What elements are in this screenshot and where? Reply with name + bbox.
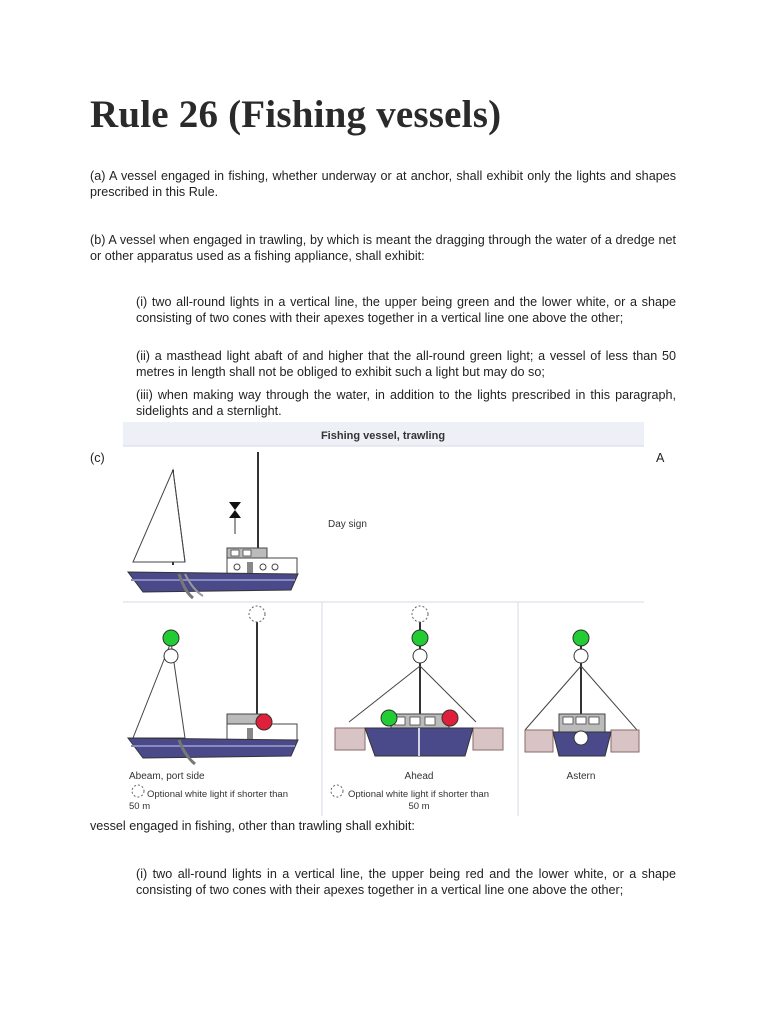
white-all-round-light-icon: [413, 649, 427, 663]
optional-note-ahead-2: 50 m: [408, 801, 430, 812]
abeam-vessel: [128, 606, 298, 764]
astern-vessel: [525, 630, 639, 756]
paragraph-c-item-1: (i) two all-round lights in a vertical line, the upper being red and the lower white, or a shape consisting of two cones with their apexes together in a vertical line one above the other;: [136, 867, 676, 897]
day-sign-label: Day sign: [328, 519, 367, 530]
starboard-sidelight-icon: [381, 710, 397, 726]
optional-note-ahead-1: Optional white light if shorter than: [348, 789, 489, 800]
optional-note-abeam-2: 50 m: [129, 801, 151, 812]
figure-header: Fishing vessel, trawling: [320, 430, 446, 442]
trawling-diagram: [123, 422, 644, 816]
optional-note-abeam-1: Optional white light if shorter than: [147, 789, 288, 800]
optional-masthead-light-icon: [249, 606, 265, 622]
optional-light-legend-icon: [331, 785, 343, 797]
paragraph-b-item-1: (i) two all-round lights in a vertical line, the upper being green and the lower white, or a shape consisting of two cones with their apexes together in a vertical line one above the other;: [136, 295, 676, 325]
green-all-round-light-icon: [573, 630, 589, 646]
paragraph-b: (b) A vessel when engaged in trawling, by which is meant the dragging through the water of a dredge net or other apparatus used as a fishing appliance, shall exhibit:: [90, 233, 676, 263]
trawling-lights-figure: [123, 422, 644, 816]
port-sidelight-icon: [442, 710, 458, 726]
paragraph-b-item-3: (iii) when making way through the water, in addition to the lights prescribed in this paragraph, sidelights and a sternlight.: [136, 388, 676, 418]
page-title: Rule 26 (Fishing vessels): [90, 93, 502, 136]
paragraph-a: (a) A vessel engaged in fishing, whether underway or at anchor, shall exhibit only the lights and shapes prescribed in this Rule.: [90, 169, 676, 199]
white-all-round-light-icon: [574, 649, 588, 663]
sternlight-icon: [574, 731, 588, 745]
optional-masthead-light-icon: [412, 606, 428, 622]
paragraph-c-label: (c): [90, 451, 105, 465]
day-sign-vessel: [128, 452, 298, 598]
paragraph-c-after-label: A: [656, 451, 665, 465]
day-sign-cone-lower: [229, 510, 241, 518]
ahead-vessel: [335, 606, 503, 756]
day-sign-cone-upper: [229, 502, 241, 510]
caption-astern: Astern: [566, 771, 596, 782]
green-all-round-light-icon: [163, 630, 179, 646]
paragraph-c-continuation: vessel engaged in fishing, other than trawling shall exhibit:: [90, 819, 415, 833]
caption-ahead: Ahead: [404, 771, 434, 782]
optional-light-legend-icon: [132, 785, 144, 797]
caption-abeam: Abeam, port side: [129, 771, 205, 782]
white-all-round-light-icon: [164, 649, 178, 663]
paragraph-b-item-2: (ii) a masthead light abaft of and higher that the all-round green light; a vessel of less than 50 metres in length shall not be obliged to exhibit such a light but may do so;: [136, 349, 676, 379]
green-all-round-light-icon: [412, 630, 428, 646]
port-sidelight-icon: [256, 714, 272, 730]
